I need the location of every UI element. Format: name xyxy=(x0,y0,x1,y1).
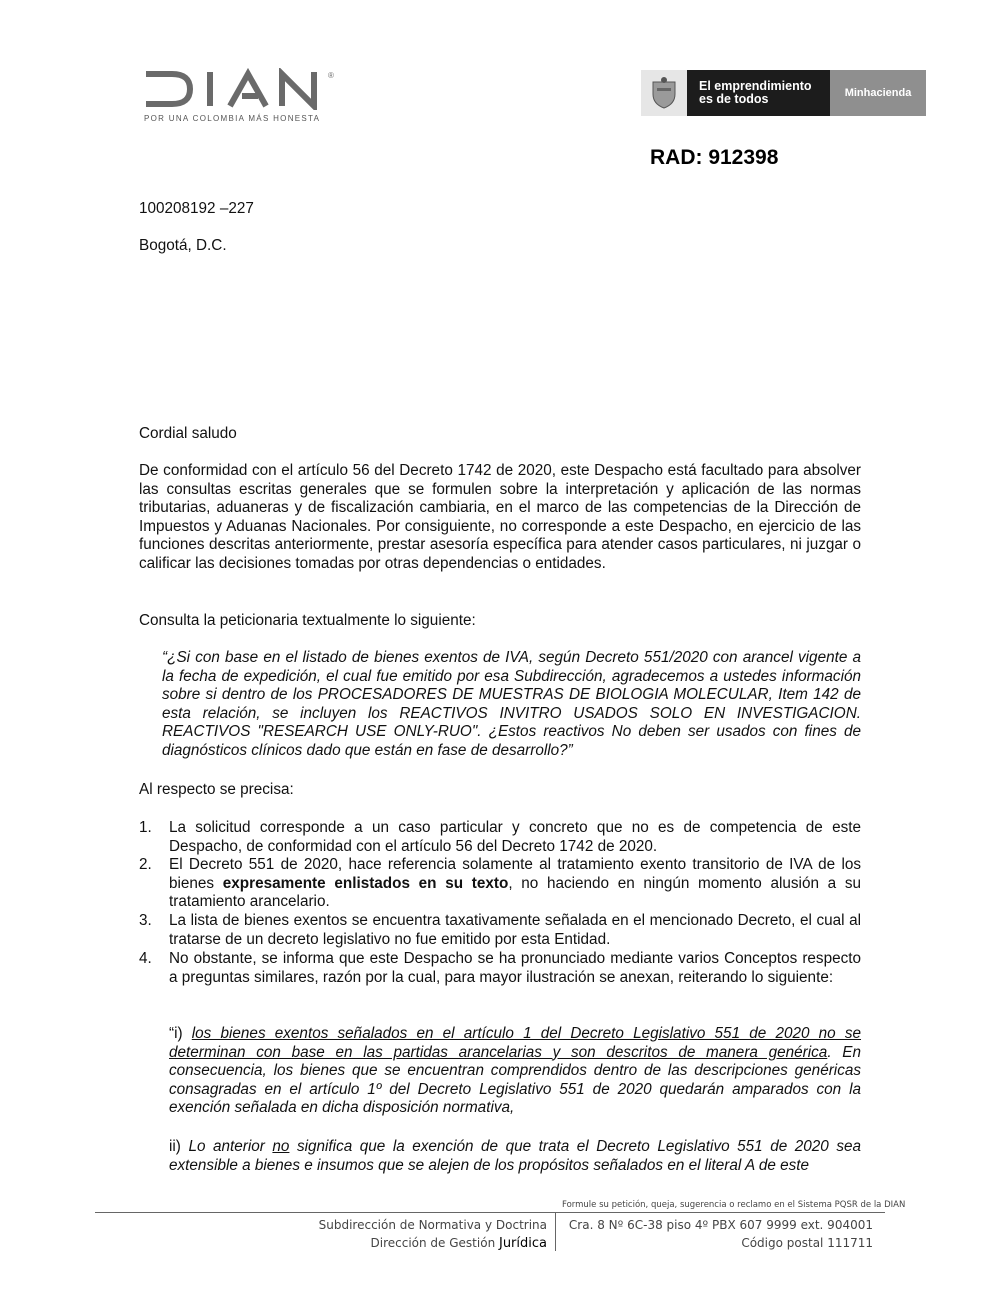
footer-pqsr-note: Formule su petición, queja, sugerencia o reclamo en el Sistema PQSR de la DIAN xyxy=(562,1200,906,1210)
footer-office-line1: Subdirección de Normativa y Doctrina xyxy=(318,1218,547,1232)
list-number: 3. xyxy=(139,912,152,929)
citation-ii xyxy=(169,1138,861,1175)
reference-number: 100208192 –227 xyxy=(139,200,254,217)
citation-i-underlined: los bienes exentos señalados en el artículo 1 del Decreto Legislativo 551 de 2020 no se determinan con base en las partidas arancelarias y son descritos de manera genérica xyxy=(169,1025,862,1061)
footer-vertical-divider xyxy=(555,1213,556,1251)
query-intro: Consulta la peticionaria textualmente lo siguiente: xyxy=(139,612,476,629)
city: Bogotá, D.C. xyxy=(139,237,227,254)
list-item xyxy=(139,819,861,856)
footer-divider-line xyxy=(95,1212,885,1213)
footer-address xyxy=(569,1216,873,1252)
dian-wordmark-icon xyxy=(142,68,347,110)
respect-heading: Al respecto se precisa: xyxy=(139,781,294,798)
footer-office-bold: Jurídica xyxy=(498,1236,547,1251)
list-text-before: El Decreto 551 de 2020, hace referencia solamente al tratamiento exento transitorio de IVA de los bienes xyxy=(169,856,861,892)
citation-i xyxy=(169,1025,861,1118)
list-item xyxy=(139,856,861,912)
footer-office-prefix: Dirección de Gestión xyxy=(370,1236,499,1250)
dian-logo xyxy=(142,68,352,128)
list-text-after: , no haciendo en ningún momento alusión a su tratamiento arancelario. xyxy=(169,874,862,910)
citation-ii-part1: Lo anterior xyxy=(188,1138,273,1155)
coat-of-arms-icon xyxy=(641,70,687,116)
list-number: 4. xyxy=(139,950,152,967)
list-item xyxy=(139,912,861,949)
query-quote: “¿Si con base en el listado de bienes exentos de IVA, según Decreto 551/2020 con arancel vigente a la fecha de expedición, el cual fue emitido por esa Subdirección, agradecemos a ustedes información sobre si dentro de los PROCESADORES DE MUESTRAS DE BIOLOGIA MOLECULAR, Item 142 de esta relación, se incluyen los REACTIVOS INVITRO USADOS SOLO EN INVESTIGACION. REACTIVOS "RESEARCH USE ONLY-RUO". ¿Estos reactivos No deben ser usados con fines de diagnósticos clínicos dado que están en fase de desarrollo?” xyxy=(162,649,861,759)
footer-office-line2 xyxy=(319,1234,547,1253)
footer-postal-code: Código postal 111711 xyxy=(741,1236,873,1250)
citation-ii-part2: significa que la exención de que trata el Decreto Legislativo 551 de 2020 sea extensible a bienes e insumos que se alejen de los propósitos señalados en el literal A de este xyxy=(169,1138,861,1174)
gov-slogan xyxy=(687,70,830,116)
citation-ii-underlined: no xyxy=(272,1138,290,1155)
citation-ii-prefix: ii) xyxy=(169,1138,189,1155)
rad-number: RAD: 912398 xyxy=(650,146,779,169)
competence-paragraph: De conformidad con el artículo 56 del Decreto 1742 de 2020, este Despacho está facultado para absolver las consultas escritas generales que se formulen sobre la interpretación y aplicación de las normas tributarias, aduaneras y de fiscalización cambiaria, en el marco de las competencias de la Dirección de Impuestos y Aduanas Nacionales. Por consiguiente, no corresponde a este Despacho, en ejercicio de las funciones descritas anteriormente, prestar asesoría específica para atender casos particulares, ni juzgar o calificar las decisiones tomadas por otras dependencias o entidades. xyxy=(139,462,861,572)
citation-i-rest: . En consecuencia, los bienes que se encuentran comprendidos dentro de las descripciones genéricas consagradas en el artículo 1º del Decreto Legislativo 551 de 2020 quedarán amparados con la exención señalada en dicha disposición normativa, xyxy=(169,1043,861,1116)
list-item xyxy=(139,950,861,987)
list-text: No obstante, se informa que este Despacho se ha pronunciado mediante varios Conceptos respecto a preguntas similares, razón por la cual, para mayor ilustración se anexan, reiterando lo siguiente: xyxy=(169,950,861,986)
list-number: 2. xyxy=(139,856,152,873)
ministry-label: Minhacienda xyxy=(830,70,926,116)
gov-slogan-line1: El emprendimiento xyxy=(699,79,812,93)
citation-i-prefix: “i) xyxy=(169,1025,192,1042)
list-text: La lista de bienes exentos se encuentra taxativamente señalada en el mencionado Decreto, el cual al tratarse de un decreto legislativo no fue emitido por esta Entidad. xyxy=(169,912,861,948)
greeting: Cordial saludo xyxy=(139,425,237,442)
list-number: 1. xyxy=(139,819,152,836)
government-banner xyxy=(641,70,926,116)
list-text: La solicitud corresponde a un caso particular y concreto que no es de competencia de este Despacho, de conformidad con el artículo 56 del Decreto 1742 de 2020. xyxy=(169,819,861,855)
gov-slogan-line2: es de todos xyxy=(699,92,769,106)
list-text-bold: expresamente enlistados en su texto xyxy=(222,874,509,892)
list-text xyxy=(169,856,861,912)
footer-address-line1: Cra. 8 Nº 6C-38 piso 4º PBX 607 9999 ext. 904001 xyxy=(568,1218,873,1232)
logo-tagline: POR UNA COLOMBIA MÁS HONESTA xyxy=(144,114,321,123)
footer-office xyxy=(319,1216,547,1253)
svg-text:®: ® xyxy=(328,71,334,80)
